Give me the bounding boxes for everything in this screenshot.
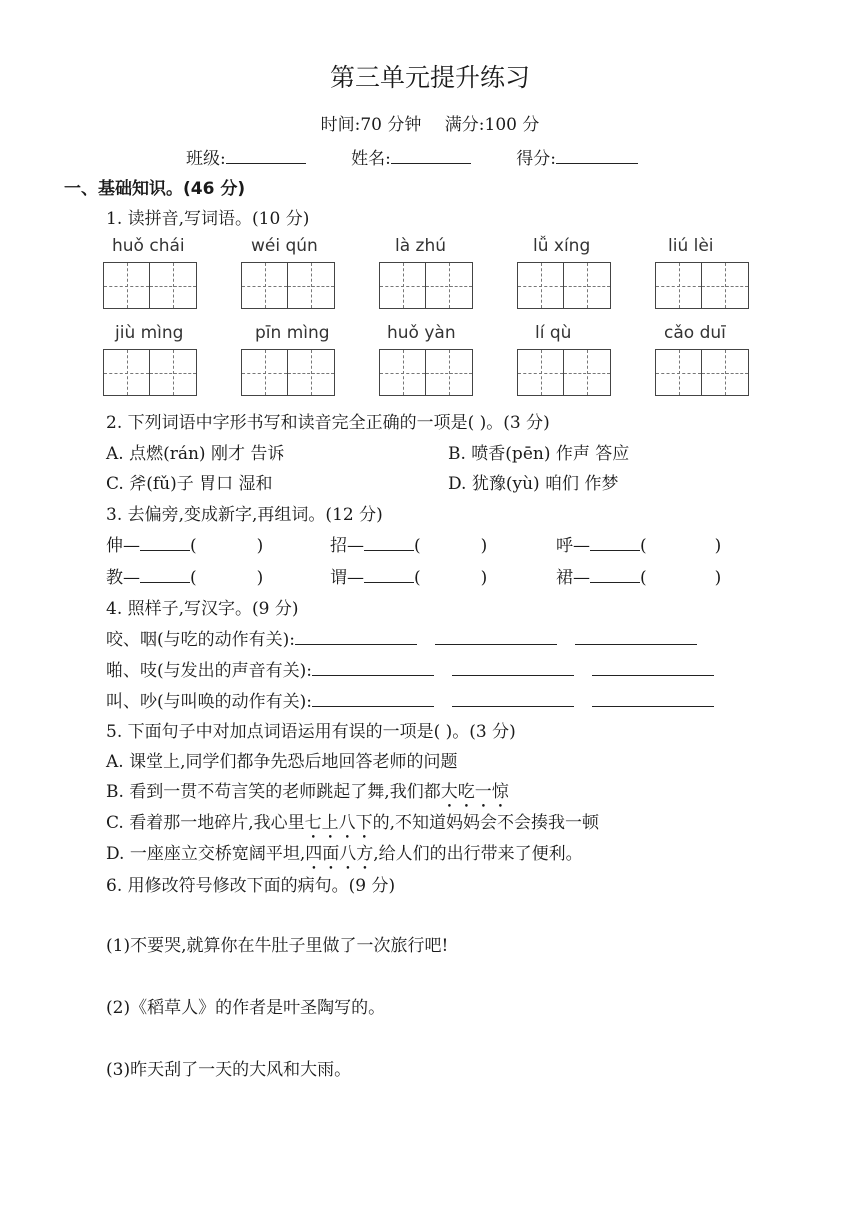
char-cell[interactable] [655,262,702,309]
pinyin-label: cǎo duī [664,323,726,343]
student-fields [186,144,678,169]
answer-blank[interactable] [295,628,417,645]
page-title: 第三单元提升练习 [329,63,530,92]
dotted-term: 七上八下 [304,813,373,833]
q4-line: 咬、咽(与吃的动作有关): [106,625,697,650]
q3-item: 伸— ( ) [106,536,264,556]
char-cell[interactable] [150,349,197,396]
answer-blank[interactable] [592,690,714,707]
char-cell[interactable] [564,262,611,309]
q3-item: 教— ( ) [106,568,264,588]
char-cell[interactable] [655,349,702,396]
q5-option-b: B. 看到一贯不苟言笑的老师跳起了舞,我们都大吃一惊 [106,782,509,802]
q4-line: 叫、吵(与叫唤的动作有关): [106,687,714,712]
tianzige-box[interactable] [241,262,335,309]
tianzige-box[interactable] [241,349,335,396]
q3-prompt: 3. 去偏旁,变成新字,再组词。(12 分) [106,505,383,525]
tianzige-box[interactable] [379,262,473,309]
pinyin-label: liú lèi [668,236,714,256]
answer-blank[interactable] [575,628,697,645]
q4-line: 啪、吱(与发出的声音有关): [106,656,714,681]
q5-prompt: 5. 下面句子中对加点词语运用有误的一项是( )。(3 分) [106,722,516,742]
score-field: 得分: [516,144,638,169]
q3-item: 招— ( ) [330,536,488,556]
char-cell[interactable] [241,262,288,309]
pinyin-label: lǚ xíng [533,236,591,256]
tianzige-box[interactable] [517,262,611,309]
q4-prompt: 4. 照样子,写汉字。(9 分) [106,599,299,619]
char-cell[interactable] [426,349,473,396]
char-cell[interactable] [702,349,749,396]
answer-blank[interactable] [312,659,434,676]
q3-item: 呼— ( ) [556,536,722,556]
tianzige-box[interactable] [655,349,749,396]
exam-full-score: 满分:100 分 [444,115,540,135]
char-cell[interactable] [426,262,473,309]
pinyin-label: pīn mìng [255,323,330,343]
char-cell[interactable] [103,262,150,309]
answer-blank[interactable] [590,534,640,551]
q6-sentence-3: (3)昨天刮了一天的大风和大雨。 [106,1060,352,1080]
class-field: 班级: [186,144,306,169]
answer-blank[interactable] [140,566,190,583]
q2-option-c: C. 斧(fǔ)子 胃口 湿和 [106,474,273,494]
q6-sentence-1: (1)不要哭,就算你在牛肚子里做了一次旅行吧! [106,936,449,956]
q2-option-a: A. 点燃(rán) 刚才 告诉 [106,444,285,464]
pinyin-label: wéi qún [251,236,318,256]
q3-item: 谓— ( ) [330,568,488,588]
answer-blank[interactable] [364,566,414,583]
class-blank[interactable] [226,147,306,164]
dotted-term: 四面八方 [305,844,374,864]
char-cell[interactable] [288,349,335,396]
char-cell[interactable] [379,262,426,309]
char-cell[interactable] [103,349,150,396]
exam-time: 时间:70 分钟 [320,115,422,135]
q2-option-b: B. 喷香(pēn) 作声 答应 [448,444,630,464]
q3-item: 裙— ( ) [556,568,722,588]
tianzige-box[interactable] [379,349,473,396]
q6-sentence-2: (2)《稻草人》的作者是叶圣陶写的。 [106,998,386,1018]
char-cell[interactable] [241,349,288,396]
name-blank[interactable] [391,147,471,164]
answer-blank[interactable] [592,659,714,676]
char-cell[interactable] [702,262,749,309]
q2-option-d: D. 犹豫(yù) 咱们 作梦 [448,474,619,494]
pinyin-label: huǒ chái [112,236,185,256]
q5-option-d: D. 一座座立交桥宽阔平坦,四面八方,给人们的出行带来了便利。 [106,844,583,864]
answer-blank[interactable] [590,566,640,583]
answer-blank[interactable] [364,534,414,551]
answer-blank[interactable] [452,659,574,676]
char-cell[interactable] [564,349,611,396]
pinyin-label: là zhú [395,236,447,256]
char-cell[interactable] [288,262,335,309]
char-cell[interactable] [379,349,426,396]
answer-blank[interactable] [435,628,557,645]
tianzige-box[interactable] [103,349,197,396]
q5-option-a: A. 课堂上,同学们都争先恐后地回答老师的问题 [106,752,458,772]
tianzige-box[interactable] [103,262,197,309]
dotted-term: 大吃一惊 [440,782,509,802]
section-1-title: 一、基础知识。(46 分) [64,179,246,199]
pinyin-label: jiù mìng [115,323,184,343]
tianzige-box[interactable] [655,262,749,309]
pinyin-label: lí qù [535,323,572,343]
q5-option-c: C. 看着那一地碎片,我心里七上八下的,不知道妈妈会不会揍我一顿 [106,813,600,833]
score-blank[interactable] [556,147,638,164]
char-cell[interactable] [517,262,564,309]
name-field: 姓名: [351,144,471,169]
q6-prompt: 6. 用修改符号修改下面的病句。(9 分) [106,876,396,896]
q1-prompt: 1. 读拼音,写词语。(10 分) [106,209,310,229]
answer-blank[interactable] [312,690,434,707]
answer-blank[interactable] [140,534,190,551]
pinyin-label: huǒ yàn [387,323,456,343]
char-cell[interactable] [150,262,197,309]
q2-prompt: 2. 下列词语中字形书写和读音完全正确的一项是( )。(3 分) [106,413,550,433]
char-cell[interactable] [517,349,564,396]
exam-meta [0,110,860,135]
tianzige-box[interactable] [517,349,611,396]
answer-blank[interactable] [452,690,574,707]
